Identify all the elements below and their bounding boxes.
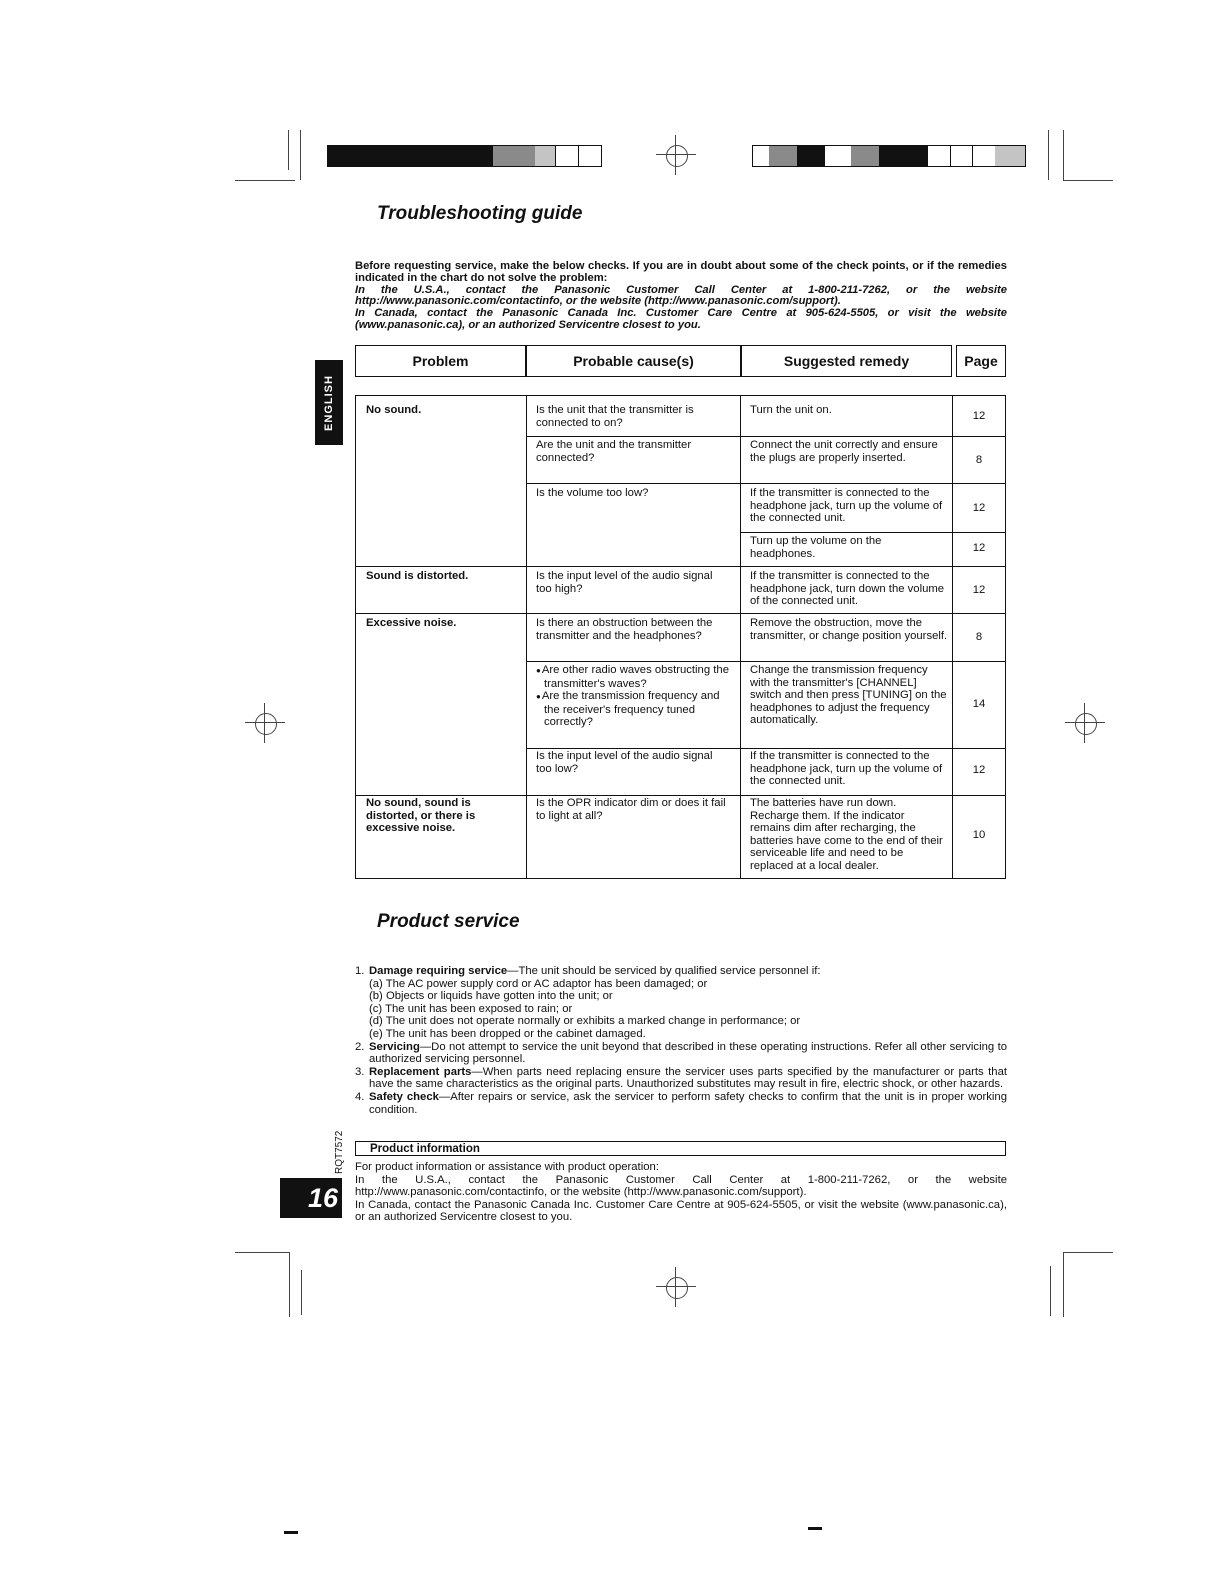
- cause-cell: Are the unit and the transmitter connected?: [536, 439, 692, 464]
- item-number: 4.: [355, 1090, 365, 1103]
- page-number: 16: [307, 1182, 338, 1213]
- remedy-cell: Connect the unit correctly and ensure the plugs are properly inserted.: [750, 439, 938, 464]
- product-info-text: [355, 1161, 1007, 1224]
- row-divider: [740, 613, 1005, 614]
- problem-cell: No sound, sound is distorted, or there is excessive noise.: [366, 797, 476, 835]
- cause-cell: [536, 664, 731, 729]
- intro-line: Before requesting service, make the below checks. If you are in doubt about some of the check points, or if the remedies indicated in the chart do not solve the problem:: [355, 260, 1007, 284]
- intro-text: [355, 261, 1007, 332]
- row-divider: [526, 436, 740, 437]
- cause-bullet: ● Are other radio waves obstructing the transmitter's waves?: [536, 664, 731, 690]
- product-info-header: [355, 1141, 1006, 1156]
- row-divider: [526, 566, 740, 567]
- service-item: [355, 1041, 1007, 1066]
- page-cell: 8: [975, 631, 983, 643]
- cause-cell: Is the input level of the audio signal too high?: [536, 570, 713, 595]
- remedy-cell: Remove the obstruction, move the transmitter, or change position yourself.: [750, 617, 948, 642]
- cause-cell: Is the OPR indicator dim or does it fail to light at all?: [536, 797, 726, 822]
- sub-item: (b) Objects or liquids have gotten into the unit; or: [369, 990, 613, 1003]
- row-divider: [356, 566, 526, 567]
- crop-mark: [1048, 130, 1049, 180]
- header-cause: Probable cause(s): [526, 345, 741, 377]
- page-cell: 14: [972, 698, 986, 710]
- crop-mark: [1050, 1266, 1051, 1316]
- row-divider: [740, 532, 1005, 533]
- sub-item: (a) The AC power supply cord or AC adaptor has been damaged; or: [369, 977, 708, 990]
- product-info-heading: Product information: [370, 1143, 480, 1155]
- product-info-usa: In the U.S.A., contact the Panasonic Customer Call Center at 1-800-211-7262, or the website http://www.panasonic.com/contactinfo, or the website (http://www.panasonic.com/support).: [355, 1173, 1007, 1199]
- row-divider: [356, 795, 526, 796]
- row-divider: [740, 483, 1005, 484]
- item-text: —The unit should be serviced by qualified service personnel if:: [507, 965, 821, 977]
- cause-cell: Is the unit that the transmitter is connected to on?: [536, 404, 694, 429]
- row-divider: [356, 613, 526, 614]
- crop-mark: [288, 130, 289, 170]
- crop-mark: [235, 180, 295, 181]
- page-number-badge: [280, 1178, 342, 1218]
- page-title: Troubleshooting guide: [377, 203, 583, 224]
- remedy-cell: If the transmitter is connected to the headphone jack, turn down the volume of the connected unit.: [750, 570, 945, 608]
- service-list: [355, 965, 1007, 1116]
- row-divider: [740, 661, 1005, 662]
- section-title: Product service: [377, 911, 520, 932]
- page-cell: 8: [975, 454, 983, 466]
- row-divider: [740, 436, 1005, 437]
- page-cell: 10: [972, 829, 986, 841]
- crop-mark: [1063, 180, 1113, 181]
- crop-mark: [1063, 1252, 1064, 1317]
- sub-item: (c) The unit has been exposed to rain; or: [369, 1002, 573, 1015]
- remedy-cell: If the transmitter is connected to the headphone jack, turn up the volume of the connected unit.: [750, 750, 943, 788]
- page-cell: 12: [972, 584, 986, 596]
- registration-mark: [245, 703, 285, 743]
- troubleshooting-table: [355, 395, 1006, 879]
- item-heading: Servicing: [369, 1040, 420, 1053]
- crop-mark: [1063, 1252, 1113, 1253]
- sub-item: (e) The unit has been dropped or the cabinet damaged.: [369, 1027, 646, 1040]
- crop-mark: [235, 1252, 290, 1253]
- cause-cell: Is the input level of the audio signal too low?: [536, 750, 713, 775]
- remedy-cell: The batteries have run down. Recharge them. If the indicator remains dim after recharging, the batteries have come to the end of their serviceable life and need to be replaced at a local dealer.: [750, 797, 943, 872]
- crop-mark: [301, 1270, 302, 1315]
- row-divider: [526, 795, 740, 796]
- registration-mark: [1065, 703, 1105, 743]
- item-number: 1.: [355, 965, 365, 977]
- page-cell: 12: [972, 542, 986, 554]
- item-text: —Do not attempt to service the unit beyond that described in these operating instructions. Refer all other servicing to authorized servicing personnel.: [369, 1040, 1007, 1066]
- crop-mark: [300, 130, 301, 180]
- cause-cell: Is there an obstruction between the transmitter and the headphones?: [536, 617, 713, 642]
- cause-bullet: ● Are the transmission frequency and the receiver's frequency tuned correctly?: [536, 690, 731, 729]
- header-remedy: Suggested remedy: [741, 345, 952, 377]
- product-info-canada: In Canada, contact the Panasonic Canada Inc. Customer Care Centre at 905-624-5505, or visit the website (www.panasonic.ca), or an authorized Servicentre closest to you.: [355, 1198, 1007, 1224]
- row-divider: [740, 795, 1005, 796]
- page-cell: 12: [972, 410, 986, 422]
- print-mark: [808, 1527, 822, 1530]
- intro-usa: In the U.S.A., contact the Panasonic Customer Call Center at 1-800-211-7262, or the website http://www.panasonic.com/contactinfo, or the website (http://www.panasonic.com/support).: [355, 283, 1007, 308]
- service-item: [355, 1066, 1007, 1091]
- color-bar-left: [327, 145, 602, 167]
- page-cell: 12: [972, 502, 986, 514]
- remedy-cell: Turn the unit on.: [750, 404, 832, 416]
- row-divider: [740, 748, 1005, 749]
- problem-cell: No sound.: [366, 404, 422, 416]
- header-problem: Problem: [355, 345, 526, 377]
- service-item: [355, 965, 1007, 1041]
- page-cell: 12: [972, 764, 986, 776]
- language-tab: [315, 360, 343, 445]
- item-number: 3.: [355, 1065, 365, 1078]
- service-item: [355, 1091, 1007, 1116]
- row-divider: [740, 566, 1005, 567]
- problem-cell: Excessive noise.: [366, 617, 457, 629]
- cause-cell: Is the volume too low?: [536, 487, 649, 499]
- remedy-cell: Turn up the volume on the headphones.: [750, 535, 882, 560]
- row-divider: [526, 483, 740, 484]
- row-divider: [526, 748, 740, 749]
- item-number: 2.: [355, 1040, 365, 1053]
- item-heading: Safety check: [369, 1090, 439, 1103]
- col-divider: [740, 396, 741, 878]
- item-heading: Replacement parts: [369, 1065, 472, 1078]
- product-info-line: For product information or assistance with product operation:: [355, 1161, 659, 1173]
- print-mark: [284, 1531, 298, 1534]
- registration-mark: [656, 135, 696, 175]
- item-text: —After repairs or service, ask the servicer to perform safety checks to confirm that the unit is in proper working condition.: [369, 1090, 1007, 1116]
- language-tab-label: ENGLISH: [323, 374, 335, 431]
- crop-mark: [1063, 130, 1064, 180]
- header-page: Page: [956, 345, 1006, 377]
- remedy-cell: Change the transmission frequency with the transmitter's [CHANNEL] switch and then press [TUNING] on the headphones to adjust the frequency automatically.: [750, 664, 947, 727]
- sub-item: (d) The unit does not operate normally or exhibits a marked change in performance; or: [369, 1015, 801, 1028]
- problem-cell: Sound is distorted.: [366, 570, 469, 582]
- item-text: —When parts need replacing ensure the servicer uses parts specified by the manufacturer or parts that have the same characteristics as the original parts. Unauthorized substitutes may result in fire, electric shock, or other hazards.: [369, 1065, 1007, 1091]
- remedy-cell: If the transmitter is connected to the headphone jack, turn up the volume of the connected unit.: [750, 487, 943, 525]
- crop-mark: [289, 1252, 290, 1317]
- color-bar-right: [752, 145, 1026, 167]
- row-divider: [526, 661, 740, 662]
- document-code: RQT7572: [334, 1130, 345, 1174]
- item-heading: Damage requiring service: [369, 965, 508, 977]
- row-divider: [526, 613, 740, 614]
- intro-canada: In Canada, contact the Panasonic Canada Inc. Customer Care Centre at 905-624-5505, or visit the website (www.panasonic.ca), or an authorized Servicentre closest to you.: [355, 307, 1007, 331]
- col-divider: [526, 396, 527, 878]
- registration-mark: [656, 1267, 696, 1307]
